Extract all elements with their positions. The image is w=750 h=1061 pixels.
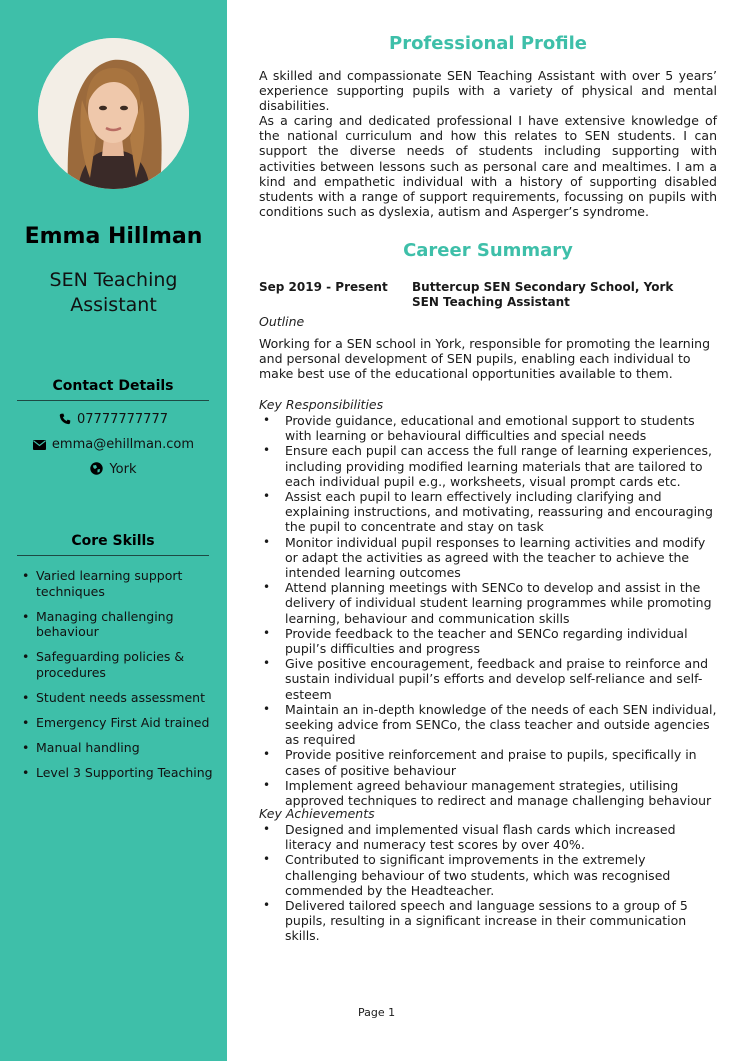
responsibilities-label: Key Responsibilities [259, 397, 384, 412]
responsibility-item: • Give positive encouragement, feedback and praise to reinforce and sustain individual pupil’s efforts and develop self-reliance and self-esteem [259, 656, 717, 702]
avatar [38, 38, 189, 189]
candidate-name: Emma Hillman [24, 224, 203, 249]
achievement-item: • Designed and implemented visual flash cards which increased literacy and numeracy test scores by over 40%. [259, 822, 717, 852]
location-text: York [109, 462, 137, 477]
career-heading: Career Summary [403, 240, 573, 261]
candidate-role: SEN Teaching Assistant [49, 269, 178, 316]
skill-item: • Manual handling [20, 740, 215, 756]
job-employer: Buttercup SEN Secondary School, York [412, 280, 674, 294]
job-dates: Sep 2019 - Present [259, 280, 388, 294]
responsibility-item: • Provide positive reinforcement and praise to pupils, specifically in cases of positive behaviour [259, 747, 717, 777]
skill-item: • Level 3 Supporting Teaching [20, 765, 215, 781]
responsibilities-list [259, 413, 717, 808]
profile-heading: Professional Profile [389, 33, 587, 54]
profile-photo [38, 38, 189, 189]
phone-icon [59, 413, 71, 425]
email-icon [33, 440, 46, 450]
skill-item: • Managing challenging behaviour [20, 609, 215, 640]
responsibility-item: • Implement agreed behaviour management strategies, utilising approved techniques to redirect and manage challenging behaviour [259, 778, 717, 808]
achievements-label: Key Achievements [259, 806, 375, 821]
profile-paragraph-2: As a caring and dedicated professional I have extensive knowledge of the national curriculum and how this relates to SEN students. I can support the diverse needs of students including supporting with activities between lessons such as personal care and mealtimes. I am a kind and empathetic individual with a history of supporting disabled students with a range of support requirements, focussing on pupils with conditions such as dyslexia, autism and Asperger’s syndrome. [259, 113, 717, 220]
responsibility-item: • Monitor individual pupil responses to learning activities and modify or adapt the activities as agreed with the teacher to achieve the intended learning outcomes [259, 535, 717, 581]
achievement-item: • Contributed to significant improvements in the extremely challenging behaviour of two students, which was recognised commended by the Headteacher. [259, 852, 717, 898]
profile-paragraph-1: A skilled and compassionate SEN Teaching Assistant with over 5 years’ experience supporting pupils with a variety of physical and mental disabilities. [259, 68, 717, 114]
skill-item: • Safeguarding policies & procedures [20, 649, 215, 680]
job-title: SEN Teaching Assistant [412, 295, 570, 309]
outline-label: Outline [259, 314, 305, 329]
contact-location [0, 462, 227, 477]
responsibility-item: • Attend planning meetings with SENCo to develop and assist in the delivery of individual student learning programmes while promoting learning, behaviour and communication skills [259, 580, 717, 626]
responsibility-item: • Assist each pupil to learn effectively including clarifying and explaining instructions, and motivating, reassuring and encouraging the pupil to concentrate and stay on task [259, 489, 717, 535]
sidebar [0, 0, 227, 1061]
phone-number: 07777777777 [77, 412, 168, 427]
contact-phone [0, 412, 227, 427]
responsibility-item: • Maintain an in-depth knowledge of the needs of each SEN individual, seeking advice from SENCo, the class teacher and outside agencies as required [259, 702, 717, 748]
achievement-item: • Delivered tailored speech and language sessions to a group of 5 pupils, resulting in a significant increase in their communication skills. [259, 898, 717, 944]
skill-item: • Emergency First Aid trained [20, 715, 215, 731]
contact-email [0, 437, 227, 452]
page-number: Page 1 [358, 1006, 396, 1019]
responsibility-item: • Ensure each pupil can access the full range of learning experiences, including providing modified learning materials that are tailored to each individual pupil e.g., worksheets, visual prompt cards etc. [259, 443, 717, 489]
email-address: emma@ehillman.com [51, 437, 195, 452]
skill-item: • Varied learning support techniques [20, 568, 215, 599]
responsibility-item: • Provide feedback to the teacher and SENCo regarding individual pupil’s difficulties and progress [259, 626, 717, 656]
job-employer-block [412, 280, 673, 310]
achievements-list [259, 822, 717, 944]
globe-icon [90, 462, 103, 475]
skill-item: • Student needs assessment [20, 690, 215, 706]
contact-heading: Contact Details [17, 378, 209, 401]
responsibility-item: • Provide guidance, educational and emotional support to students with learning or behavioural difficulties and special needs [259, 413, 717, 443]
skills-list [20, 568, 215, 790]
outline-text: Working for a SEN school in York, responsible for promoting the learning and personal development of SEN pupils, enabling each individual to make best use of the educational opportunities available to them. [259, 336, 711, 382]
skills-heading: Core Skills [17, 533, 209, 556]
